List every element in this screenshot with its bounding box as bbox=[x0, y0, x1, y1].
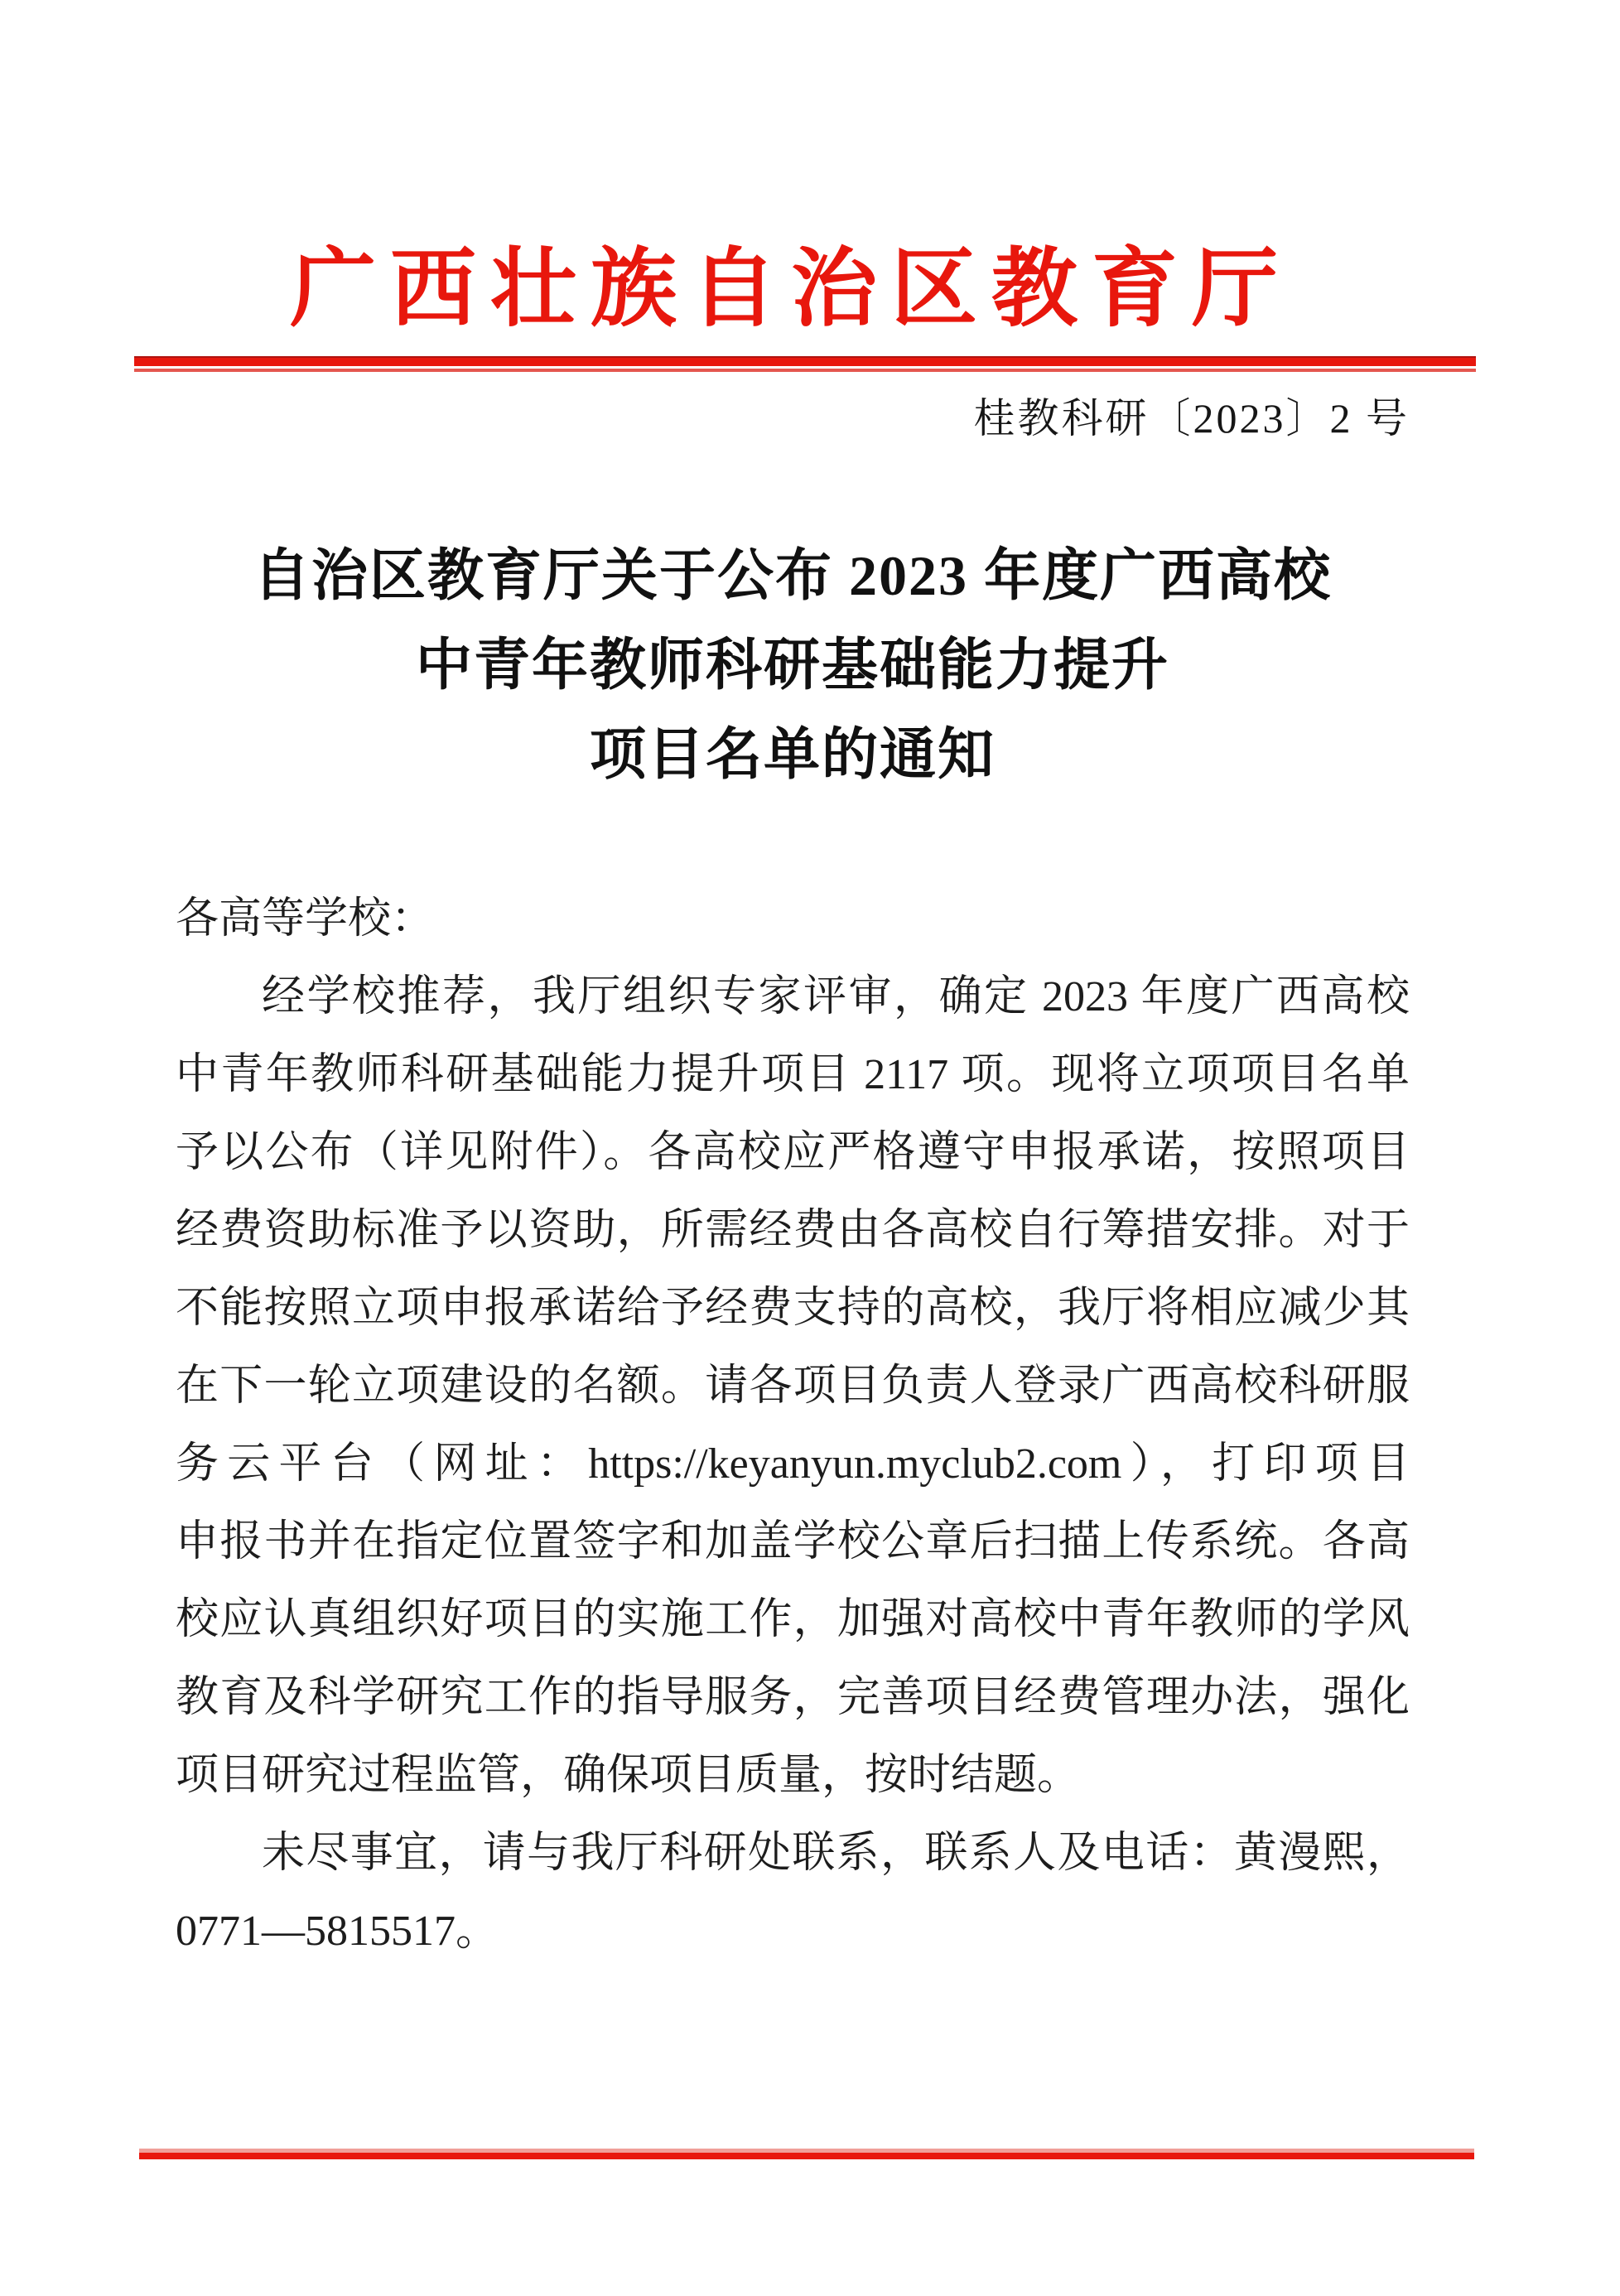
letterhead-rule-thin-bar bbox=[134, 369, 1476, 372]
notice-title bbox=[176, 531, 1410, 799]
body-line: 务云平台（网址：https://keyanyun.myclub2.com），打印项目 bbox=[176, 1440, 1410, 1488]
doc-number: 桂教科研〔2023〕2 号 bbox=[973, 395, 1410, 441]
body-line: 不能按照立项申报承诺给予经费支持的高校，我厅将相应减少其 bbox=[176, 1285, 1410, 1332]
notice-title-line-3: 项目名单的通知 bbox=[589, 723, 996, 786]
body-line: 项目研究过程监管，确保项目质量，按时结题。 bbox=[176, 1752, 1081, 1799]
body-line: 申报书并在指定位置签字和加盖学校公章后扫描上传系统。各高 bbox=[176, 1518, 1410, 1565]
body-line: 校应认真组织好项目的实施工作，加强对高校中青年教师的学风 bbox=[176, 1596, 1410, 1643]
notice-title-line-2: 中青年教师科研基础能力提升 bbox=[415, 634, 1169, 697]
letterhead-rule bbox=[134, 356, 1476, 372]
letterhead-rule-thick-bar bbox=[134, 356, 1476, 366]
body-phone-line: 0771—5815517。 bbox=[176, 1908, 499, 1955]
footer-rule-thick-bar bbox=[139, 2153, 1474, 2159]
notice-title-line-1: 自治区教育厅关于公布 2023 年度广西高校 bbox=[253, 544, 1332, 607]
body-line: 经费资助标准予以资助，所需经费由各高校自行筹措安排。对于 bbox=[176, 1207, 1410, 1254]
body-line: 予以公布（详见附件）。各高校应严格遵守申报承诺，按照项目 bbox=[176, 1129, 1410, 1176]
footer-rule bbox=[139, 2149, 1474, 2159]
body-line: 中青年教师科研基础能力提升项目 2117 项。现将立项项目名单 bbox=[176, 1051, 1410, 1098]
body-line: 未尽事宜，请与我厅科研处联系，联系人及电话：黄漫熙， bbox=[262, 1830, 1410, 1877]
body-line: 在下一轮立项建设的名额。请各项目负责人登录广西高校科研服 bbox=[176, 1363, 1410, 1410]
letterhead-org-name: 广西壮族自治区教育厅 bbox=[289, 242, 1292, 337]
notice-body bbox=[176, 880, 1410, 1970]
body-salutation: 各高等学校： bbox=[176, 895, 435, 943]
body-line: 经学校推荐，我厅组织专家评审，确定 2023 年度广西高校 bbox=[262, 973, 1410, 1020]
body-line: 教育及科学研究工作的指导服务，完善项目经费管理办法，强化 bbox=[176, 1674, 1410, 1721]
